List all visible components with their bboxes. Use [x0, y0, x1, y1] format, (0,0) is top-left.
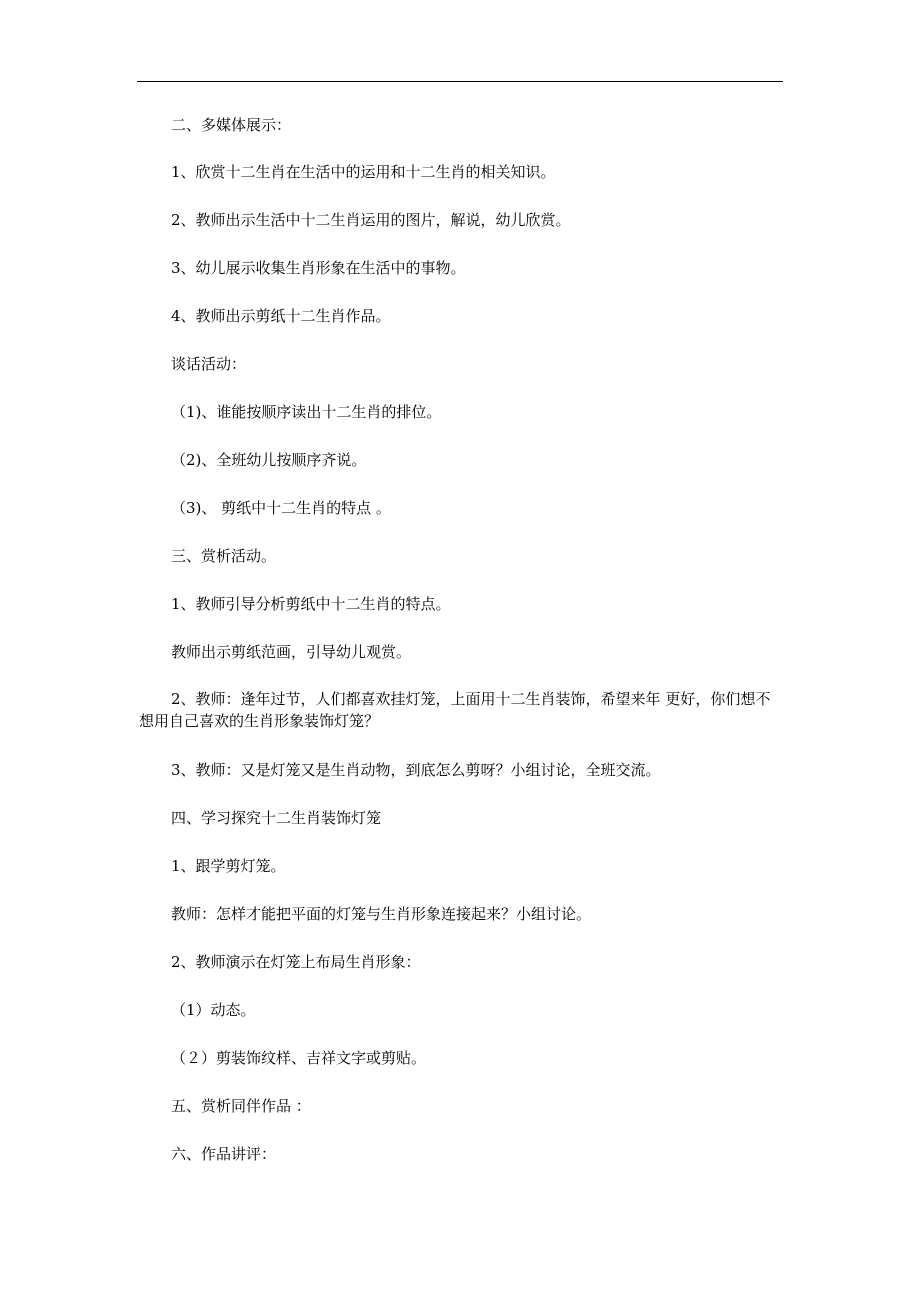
header-rule [137, 81, 783, 82]
list-item: 2、教师演示在灯笼上布局生肖形象： [171, 953, 421, 971]
list-item: 1、教师引导分析剪纸中十二生肖的特点。 [171, 595, 451, 613]
section-heading-6: 六、作品讲评： [171, 1145, 277, 1163]
paragraph: 教师：怎样才能把平面的灯笼与生肖形象连接起来？小组讨论。 [171, 905, 592, 923]
list-item: 3、教师：又是灯笼又是生肖动物，到底怎么剪呀？小组讨论，全班交流。 [171, 761, 661, 779]
list-item: （1)、谁能按顺序读出十二生肖的排位。 [171, 403, 442, 421]
section-heading-3: 三、赏析活动。 [171, 547, 277, 565]
list-item: （3)、 剪纸中十二生肖的特点 。 [171, 499, 391, 517]
list-item: （1）动态。 [171, 1001, 256, 1019]
list-item: 2、教师出示生活中十二生肖运用的图片，解说，幼儿欣赏。 [171, 211, 571, 229]
list-item: 3、幼儿展示收集生肖形象在生活中的事物。 [171, 259, 466, 277]
list-item: （2)、全班幼儿按顺序齐说。 [171, 451, 367, 469]
paragraph: 教师出示剪纸范画，引导幼儿观赏。 [171, 643, 412, 661]
paragraph: 2、教师：逢年过节，人们都喜欢挂灯笼，上面用十二生肖装饰，希望来年 更好，你们想不想用自己喜欢的生肖形象装饰灯笼？ [139, 690, 771, 730]
list-item: 1、欣赏十二生肖在生活中的运用和十二生肖的相关知识。 [171, 163, 556, 181]
list-item: （２）剪装饰纹样、吉祥文字或剪贴。 [171, 1049, 427, 1067]
subheading-talk-activity: 谈话活动： [171, 355, 247, 373]
list-item: 4、教师出示剪纸十二生肖作品。 [171, 307, 391, 325]
section-heading-5: 五、赏析同伴作品 ： [171, 1097, 311, 1115]
section-heading-4: 四、学习探究十二生肖装饰灯笼 [171, 809, 382, 827]
list-item: 1、跟学剪灯笼。 [171, 857, 286, 875]
section-heading-2: 二、多媒体展示： [171, 116, 292, 134]
